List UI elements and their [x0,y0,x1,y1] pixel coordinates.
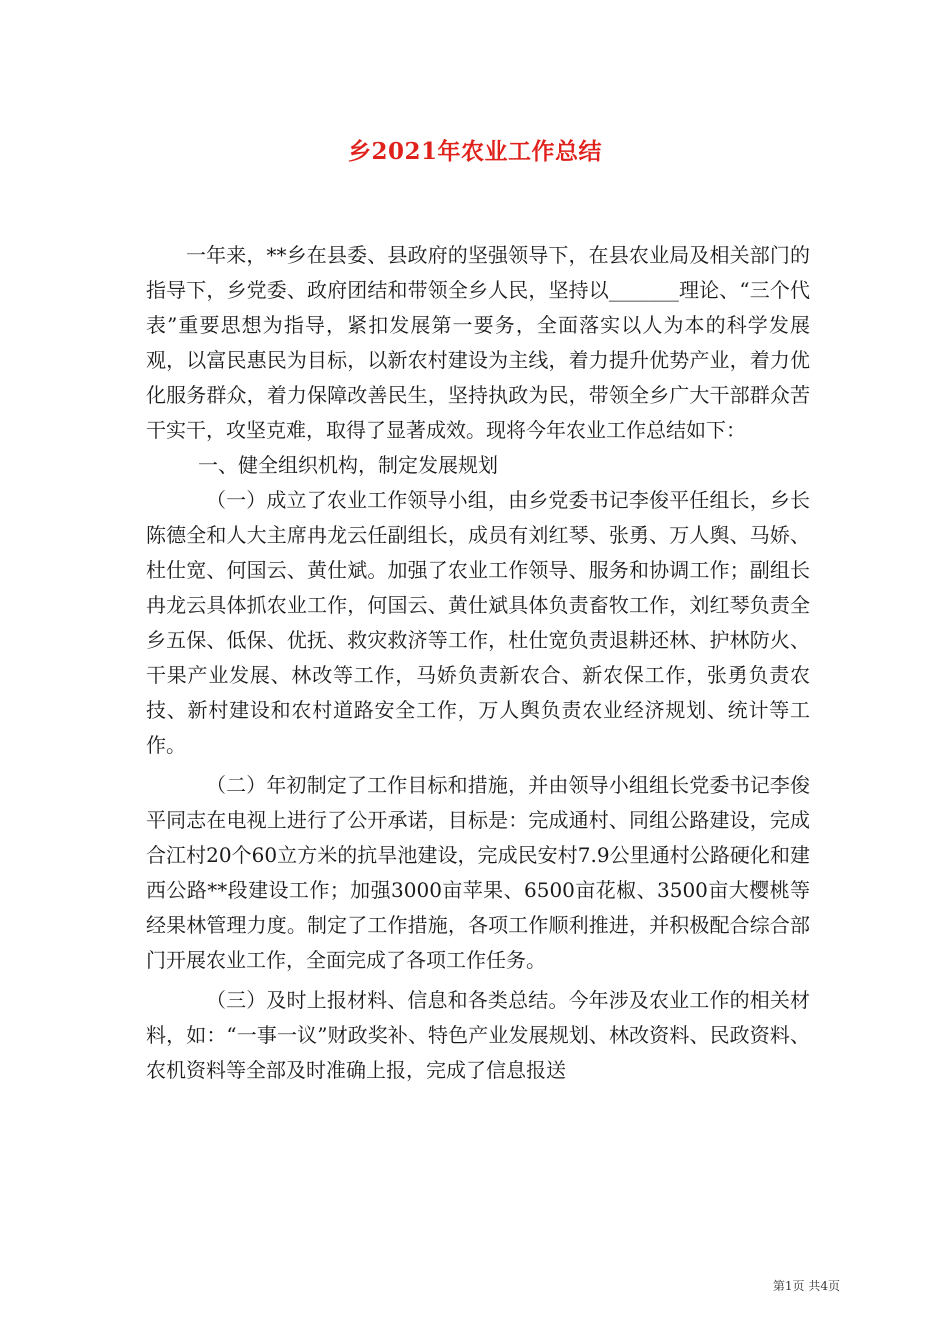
subsection-paragraph-3: （三）及时上报材料、信息和各类总结。今年涉及农业工作的相关材料，如：“一事一议”财政奖补、特色产业发展规划、林改资料、民政资料、农机资料等全部及时准确上报，完成了信息报送 [146,988,810,1082]
page-number-footer: 第1页 共4页 [772,1279,840,1293]
intro-paragraph: 一年来，**乡在县委、县政府的坚强领导下，在县农业局及相关部门的指导下，乡党委、政府团结和带领全乡人民，坚持以_______理论、“三个代表”重要思想为指导，紧扣发展第一要务，全面落实以人为本的科学发展观，以富民惠民为目标，以新农村建设为主线，着力提升优势产业，着力优化服务群众，着力保障改善民生，坚持执政为民，带领全乡广大干部群众苦干实干，攻坚克难，取得了显著成效。现将今年农业工作总结如下： [146,243,810,442]
document-title: 乡2021年农业工作总结 [347,138,602,165]
section-heading-1: 一、健全组织机构，制定发展规划 [198,453,498,477]
subsection-paragraph-1: （一）成立了农业工作领导小组，由乡党委书记李俊平任组长，乡长陈德全和人大主席冉龙云任副组长，成员有刘红琴、张勇、万人舆、马娇、杜仕宽、何国云、黄仕斌。加强了农业工作领导、服务和协调工作；副组长冉龙云具体抓农业工作，何国云、黄仕斌具体负责畜牧工作，刘红琴负责全乡五保、低保、优抚、救灾救济等工作，杜仕宽负责退耕还林、护林防火、干果产业发展、林改等工作，马娇负责新农合、新农保工作，张勇负责农技、新村建设和农村道路安全工作，万人舆负责农业经济规划、统计等工作。 [146,488,810,757]
document-body [146,238,810,1088]
subsection-paragraph-2: （二）年初制定了工作目标和措施，并由领导小组组长党委书记李俊平同志在电视上进行了公开承诺，目标是：完成通村、同组公路建设，完成合江村20个60立方米的抗旱池建设，完成民安村7.9公里通村公路硬化和建西公路**段建设工作；加强3000亩苹果、6500亩花椒、3500亩大樱桃等经果林管理力度。制定了工作措施，各项工作顺利推进，并积极配合综合部门开展农业工作，全面完成了各项工作任务。 [146,773,810,972]
